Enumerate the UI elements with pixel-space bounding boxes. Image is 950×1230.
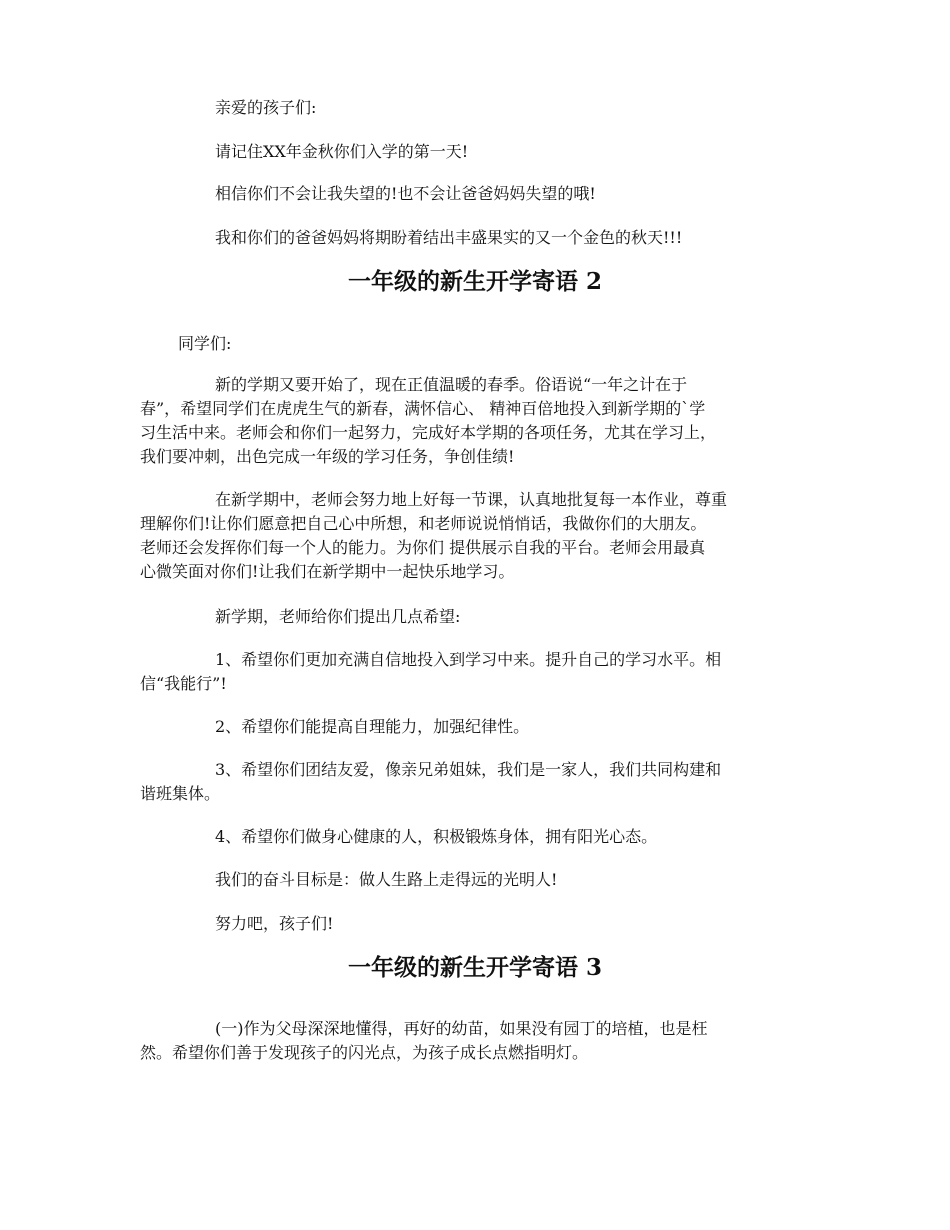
section-3-paragraph-1: [140, 1017, 810, 1065]
intro-line-1: 请记住XX年金秋你们入学的第一天!: [215, 142, 469, 161]
paragraph-line: 理解你们!让你们愿意把自己心中所想，和老师说说悄悄话，我做你们的大朋友。: [140, 514, 707, 533]
paragraph-line: 我们要冲刺，出色完成一年级的学习任务，争创佳绩!: [140, 447, 515, 466]
goal-line: 我们的奋斗目标是：做人生路上走得远的光明人!: [215, 870, 558, 889]
paragraph-line: 在新学期中，老师会努力地上好每一节课，认真地批复每一本作业，尊重: [215, 490, 728, 509]
hope-item-2: 2、希望你们能提高自理能力，加强纪律性。: [215, 717, 530, 736]
hope-item-3: [140, 758, 810, 806]
paragraph-line: 然。希望你们善于发现孩子的闪光点，为孩子成长点燃指明灯。: [140, 1043, 589, 1062]
hope-item-4: 4、希望你们做身心健康的人，积极锻炼身体，拥有阳光心态。: [215, 827, 658, 846]
paragraph-line: 春”，希望同学们在虎虎生气的新春，满怀信心、 精神百倍地投入到新学期的`学: [140, 399, 706, 418]
paragraph-line: 谐班集体。: [140, 784, 221, 803]
section-2-paragraph-2: [140, 488, 810, 584]
paragraph-line: (一)作为父母深深地懂得，再好的幼苗，如果没有园丁的培植，也是枉: [215, 1019, 708, 1038]
paragraph-line: 信“我能行”!: [140, 674, 227, 693]
paragraph-line: 老师还会发挥你们每一个人的能力。为你们 提供展示自我的平台。老师会用最真: [140, 538, 706, 557]
paragraph-line: 3、希望你们团结友爱，像亲兄弟姐妹，我们是一家人，我们共同构建和: [215, 760, 722, 779]
section-2-heading: 一年级的新生开学寄语 2: [347, 268, 602, 295]
section-2-paragraph-1: [140, 373, 810, 469]
hopes-intro: 新学期，老师给你们提出几点希望:: [215, 607, 461, 626]
intro-line-3: 我和你们的爸爸妈妈将期盼着结出丰盛果实的又一个金色的秋天!!!: [215, 228, 683, 247]
intro-line-2: 相信你们不会让我失望的!也不会让爸爸妈妈失望的哦!: [215, 184, 596, 203]
paragraph-line: 习生活中来。老师会和你们一起努力，完成好本学期的各项任务，尤其在学习上，: [140, 423, 717, 442]
hope-item-1: [140, 648, 810, 696]
paragraph-line: 1、希望你们更加充满自信地投入到学习中来。提升自己的学习水平。相: [215, 650, 722, 669]
paragraph-line: 心微笑面对你们!让我们在新学期中一起快乐地学习。: [140, 562, 515, 581]
greeting: 亲爱的孩子们:: [215, 98, 317, 117]
paragraph-line: 新的学期又要开始了，现在正值温暖的春季。俗语说“一年之计在于: [215, 375, 688, 394]
closing-line: 努力吧，孩子们!: [215, 914, 334, 933]
salutation: 同学们:: [178, 334, 232, 353]
section-3-heading: 一年级的新生开学寄语 3: [347, 954, 602, 981]
